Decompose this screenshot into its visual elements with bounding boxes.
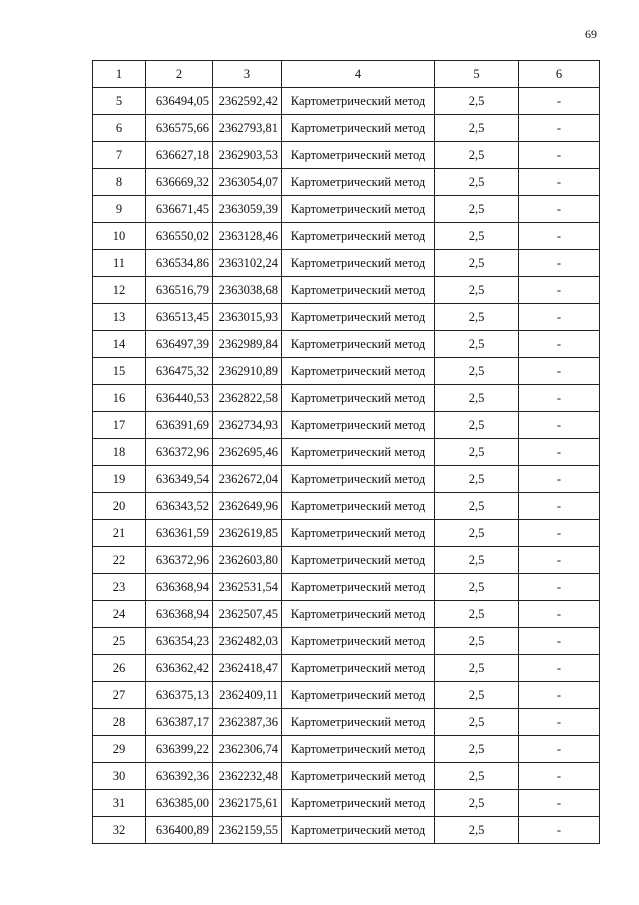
table-row bbox=[93, 250, 600, 277]
note-cell: - bbox=[519, 466, 600, 493]
point-number-cell: 9 bbox=[93, 196, 146, 223]
y-coordinate-cell: 2362649,96 bbox=[213, 493, 282, 520]
y-coordinate-cell: 2362531,54 bbox=[213, 574, 282, 601]
y-coordinate-cell: 2362387,36 bbox=[213, 709, 282, 736]
header-cell: 5 bbox=[435, 61, 519, 88]
point-number-cell: 8 bbox=[93, 169, 146, 196]
y-coordinate-cell: 2363059,39 bbox=[213, 196, 282, 223]
method-cell: Картометрический метод bbox=[282, 439, 435, 466]
method-cell: Картометрический метод bbox=[282, 115, 435, 142]
table-body bbox=[93, 61, 600, 844]
method-cell: Картометрический метод bbox=[282, 331, 435, 358]
note-cell: - bbox=[519, 331, 600, 358]
y-coordinate-cell: 2362989,84 bbox=[213, 331, 282, 358]
x-coordinate-cell: 636399,22 bbox=[146, 736, 213, 763]
table-row bbox=[93, 115, 600, 142]
x-coordinate-cell: 636516,79 bbox=[146, 277, 213, 304]
accuracy-cell: 2,5 bbox=[435, 736, 519, 763]
method-cell: Картометрический метод bbox=[282, 682, 435, 709]
method-cell: Картометрический метод bbox=[282, 385, 435, 412]
note-cell: - bbox=[519, 547, 600, 574]
point-number-cell: 17 bbox=[93, 412, 146, 439]
method-cell: Картометрический метод bbox=[282, 547, 435, 574]
method-cell: Картометрический метод bbox=[282, 601, 435, 628]
point-number-cell: 6 bbox=[93, 115, 146, 142]
accuracy-cell: 2,5 bbox=[435, 709, 519, 736]
point-number-cell: 26 bbox=[93, 655, 146, 682]
point-number-cell: 16 bbox=[93, 385, 146, 412]
y-coordinate-cell: 2362175,61 bbox=[213, 790, 282, 817]
accuracy-cell: 2,5 bbox=[435, 250, 519, 277]
accuracy-cell: 2,5 bbox=[435, 169, 519, 196]
x-coordinate-cell: 636387,17 bbox=[146, 709, 213, 736]
table-row bbox=[93, 601, 600, 628]
x-coordinate-cell: 636343,52 bbox=[146, 493, 213, 520]
y-coordinate-cell: 2362619,85 bbox=[213, 520, 282, 547]
table-row bbox=[93, 196, 600, 223]
x-coordinate-cell: 636534,86 bbox=[146, 250, 213, 277]
point-number-cell: 22 bbox=[93, 547, 146, 574]
note-cell: - bbox=[519, 439, 600, 466]
note-cell: - bbox=[519, 412, 600, 439]
y-coordinate-cell: 2362695,46 bbox=[213, 439, 282, 466]
y-coordinate-cell: 2362482,03 bbox=[213, 628, 282, 655]
x-coordinate-cell: 636385,00 bbox=[146, 790, 213, 817]
accuracy-cell: 2,5 bbox=[435, 655, 519, 682]
point-number-cell: 20 bbox=[93, 493, 146, 520]
method-cell: Картометрический метод bbox=[282, 709, 435, 736]
note-cell: - bbox=[519, 142, 600, 169]
accuracy-cell: 2,5 bbox=[435, 682, 519, 709]
point-number-cell: 7 bbox=[93, 142, 146, 169]
table-row bbox=[93, 790, 600, 817]
point-number-cell: 11 bbox=[93, 250, 146, 277]
method-cell: Картометрический метод bbox=[282, 655, 435, 682]
accuracy-cell: 2,5 bbox=[435, 196, 519, 223]
x-coordinate-cell: 636372,96 bbox=[146, 547, 213, 574]
note-cell: - bbox=[519, 385, 600, 412]
point-number-cell: 12 bbox=[93, 277, 146, 304]
x-coordinate-cell: 636513,45 bbox=[146, 304, 213, 331]
note-cell: - bbox=[519, 655, 600, 682]
header-cell: 3 bbox=[213, 61, 282, 88]
note-cell: - bbox=[519, 196, 600, 223]
table-row bbox=[93, 736, 600, 763]
table-row bbox=[93, 493, 600, 520]
accuracy-cell: 2,5 bbox=[435, 412, 519, 439]
note-cell: - bbox=[519, 88, 600, 115]
method-cell: Картометрический метод bbox=[282, 142, 435, 169]
point-number-cell: 13 bbox=[93, 304, 146, 331]
table-row bbox=[93, 169, 600, 196]
y-coordinate-cell: 2362672,04 bbox=[213, 466, 282, 493]
point-number-cell: 25 bbox=[93, 628, 146, 655]
method-cell: Картометрический метод bbox=[282, 412, 435, 439]
x-coordinate-cell: 636400,89 bbox=[146, 817, 213, 844]
table-row bbox=[93, 520, 600, 547]
table-row bbox=[93, 439, 600, 466]
table-header-row bbox=[93, 61, 600, 88]
table-row bbox=[93, 358, 600, 385]
y-coordinate-cell: 2363128,46 bbox=[213, 223, 282, 250]
x-coordinate-cell: 636669,32 bbox=[146, 169, 213, 196]
note-cell: - bbox=[519, 277, 600, 304]
x-coordinate-cell: 636550,02 bbox=[146, 223, 213, 250]
accuracy-cell: 2,5 bbox=[435, 358, 519, 385]
note-cell: - bbox=[519, 763, 600, 790]
coordinates-table bbox=[92, 60, 600, 844]
point-number-cell: 30 bbox=[93, 763, 146, 790]
accuracy-cell: 2,5 bbox=[435, 277, 519, 304]
x-coordinate-cell: 636391,69 bbox=[146, 412, 213, 439]
note-cell: - bbox=[519, 736, 600, 763]
y-coordinate-cell: 2362793,81 bbox=[213, 115, 282, 142]
y-coordinate-cell: 2362159,55 bbox=[213, 817, 282, 844]
x-coordinate-cell: 636375,13 bbox=[146, 682, 213, 709]
x-coordinate-cell: 636392,36 bbox=[146, 763, 213, 790]
note-cell: - bbox=[519, 709, 600, 736]
table-row bbox=[93, 385, 600, 412]
accuracy-cell: 2,5 bbox=[435, 466, 519, 493]
accuracy-cell: 2,5 bbox=[435, 88, 519, 115]
table-row bbox=[93, 412, 600, 439]
header-cell: 6 bbox=[519, 61, 600, 88]
method-cell: Картометрический метод bbox=[282, 223, 435, 250]
method-cell: Картометрический метод bbox=[282, 736, 435, 763]
table-row bbox=[93, 574, 600, 601]
y-coordinate-cell: 2362603,80 bbox=[213, 547, 282, 574]
point-number-cell: 5 bbox=[93, 88, 146, 115]
note-cell: - bbox=[519, 493, 600, 520]
x-coordinate-cell: 636575,66 bbox=[146, 115, 213, 142]
accuracy-cell: 2,5 bbox=[435, 385, 519, 412]
y-coordinate-cell: 2363015,93 bbox=[213, 304, 282, 331]
point-number-cell: 15 bbox=[93, 358, 146, 385]
method-cell: Картометрический метод bbox=[282, 520, 435, 547]
accuracy-cell: 2,5 bbox=[435, 115, 519, 142]
table-row bbox=[93, 682, 600, 709]
y-coordinate-cell: 2362507,45 bbox=[213, 601, 282, 628]
header-cell: 4 bbox=[282, 61, 435, 88]
point-number-cell: 29 bbox=[93, 736, 146, 763]
accuracy-cell: 2,5 bbox=[435, 493, 519, 520]
header-cell: 1 bbox=[93, 61, 146, 88]
accuracy-cell: 2,5 bbox=[435, 601, 519, 628]
accuracy-cell: 2,5 bbox=[435, 142, 519, 169]
x-coordinate-cell: 636494,05 bbox=[146, 88, 213, 115]
accuracy-cell: 2,5 bbox=[435, 547, 519, 574]
note-cell: - bbox=[519, 628, 600, 655]
y-coordinate-cell: 2363038,68 bbox=[213, 277, 282, 304]
point-number-cell: 21 bbox=[93, 520, 146, 547]
method-cell: Картометрический метод bbox=[282, 196, 435, 223]
x-coordinate-cell: 636440,53 bbox=[146, 385, 213, 412]
y-coordinate-cell: 2362306,74 bbox=[213, 736, 282, 763]
y-coordinate-cell: 2362592,42 bbox=[213, 88, 282, 115]
y-coordinate-cell: 2362734,93 bbox=[213, 412, 282, 439]
method-cell: Картометрический метод bbox=[282, 88, 435, 115]
method-cell: Картометрический метод bbox=[282, 169, 435, 196]
note-cell: - bbox=[519, 520, 600, 547]
method-cell: Картометрический метод bbox=[282, 304, 435, 331]
y-coordinate-cell: 2362409,11 bbox=[213, 682, 282, 709]
accuracy-cell: 2,5 bbox=[435, 790, 519, 817]
point-number-cell: 10 bbox=[93, 223, 146, 250]
note-cell: - bbox=[519, 115, 600, 142]
x-coordinate-cell: 636372,96 bbox=[146, 439, 213, 466]
point-number-cell: 27 bbox=[93, 682, 146, 709]
y-coordinate-cell: 2362910,89 bbox=[213, 358, 282, 385]
y-coordinate-cell: 2363102,24 bbox=[213, 250, 282, 277]
method-cell: Картометрический метод bbox=[282, 574, 435, 601]
table-row bbox=[93, 466, 600, 493]
accuracy-cell: 2,5 bbox=[435, 439, 519, 466]
note-cell: - bbox=[519, 304, 600, 331]
method-cell: Картометрический метод bbox=[282, 763, 435, 790]
x-coordinate-cell: 636368,94 bbox=[146, 601, 213, 628]
y-coordinate-cell: 2362418,47 bbox=[213, 655, 282, 682]
method-cell: Картометрический метод bbox=[282, 250, 435, 277]
accuracy-cell: 2,5 bbox=[435, 304, 519, 331]
x-coordinate-cell: 636349,54 bbox=[146, 466, 213, 493]
point-number-cell: 32 bbox=[93, 817, 146, 844]
point-number-cell: 24 bbox=[93, 601, 146, 628]
table-row bbox=[93, 88, 600, 115]
accuracy-cell: 2,5 bbox=[435, 763, 519, 790]
x-coordinate-cell: 636475,32 bbox=[146, 358, 213, 385]
table-row bbox=[93, 223, 600, 250]
note-cell: - bbox=[519, 790, 600, 817]
table-row bbox=[93, 142, 600, 169]
x-coordinate-cell: 636361,59 bbox=[146, 520, 213, 547]
table-row bbox=[93, 628, 600, 655]
header-cell: 2 bbox=[146, 61, 213, 88]
note-cell: - bbox=[519, 574, 600, 601]
x-coordinate-cell: 636368,94 bbox=[146, 574, 213, 601]
point-number-cell: 19 bbox=[93, 466, 146, 493]
point-number-cell: 23 bbox=[93, 574, 146, 601]
y-coordinate-cell: 2362232,48 bbox=[213, 763, 282, 790]
point-number-cell: 31 bbox=[93, 790, 146, 817]
method-cell: Картометрический метод bbox=[282, 277, 435, 304]
note-cell: - bbox=[519, 358, 600, 385]
point-number-cell: 18 bbox=[93, 439, 146, 466]
method-cell: Картометрический метод bbox=[282, 493, 435, 520]
page-number: 69 bbox=[585, 27, 597, 41]
table-row bbox=[93, 547, 600, 574]
x-coordinate-cell: 636627,18 bbox=[146, 142, 213, 169]
table-row bbox=[93, 817, 600, 844]
note-cell: - bbox=[519, 601, 600, 628]
accuracy-cell: 2,5 bbox=[435, 223, 519, 250]
note-cell: - bbox=[519, 223, 600, 250]
note-cell: - bbox=[519, 682, 600, 709]
x-coordinate-cell: 636671,45 bbox=[146, 196, 213, 223]
method-cell: Картометрический метод bbox=[282, 358, 435, 385]
accuracy-cell: 2,5 bbox=[435, 574, 519, 601]
note-cell: - bbox=[519, 250, 600, 277]
accuracy-cell: 2,5 bbox=[435, 628, 519, 655]
point-number-cell: 28 bbox=[93, 709, 146, 736]
x-coordinate-cell: 636497,39 bbox=[146, 331, 213, 358]
x-coordinate-cell: 636354,23 bbox=[146, 628, 213, 655]
method-cell: Картометрический метод bbox=[282, 466, 435, 493]
table-row bbox=[93, 655, 600, 682]
note-cell: - bbox=[519, 169, 600, 196]
method-cell: Картометрический метод bbox=[282, 817, 435, 844]
table-row bbox=[93, 304, 600, 331]
table-row bbox=[93, 763, 600, 790]
table-row bbox=[93, 709, 600, 736]
y-coordinate-cell: 2362822,58 bbox=[213, 385, 282, 412]
table-row bbox=[93, 331, 600, 358]
point-number-cell: 14 bbox=[93, 331, 146, 358]
accuracy-cell: 2,5 bbox=[435, 520, 519, 547]
y-coordinate-cell: 2362903,53 bbox=[213, 142, 282, 169]
table-row bbox=[93, 277, 600, 304]
accuracy-cell: 2,5 bbox=[435, 817, 519, 844]
method-cell: Картометрический метод bbox=[282, 628, 435, 655]
method-cell: Картометрический метод bbox=[282, 790, 435, 817]
x-coordinate-cell: 636362,42 bbox=[146, 655, 213, 682]
note-cell: - bbox=[519, 817, 600, 844]
y-coordinate-cell: 2363054,07 bbox=[213, 169, 282, 196]
accuracy-cell: 2,5 bbox=[435, 331, 519, 358]
